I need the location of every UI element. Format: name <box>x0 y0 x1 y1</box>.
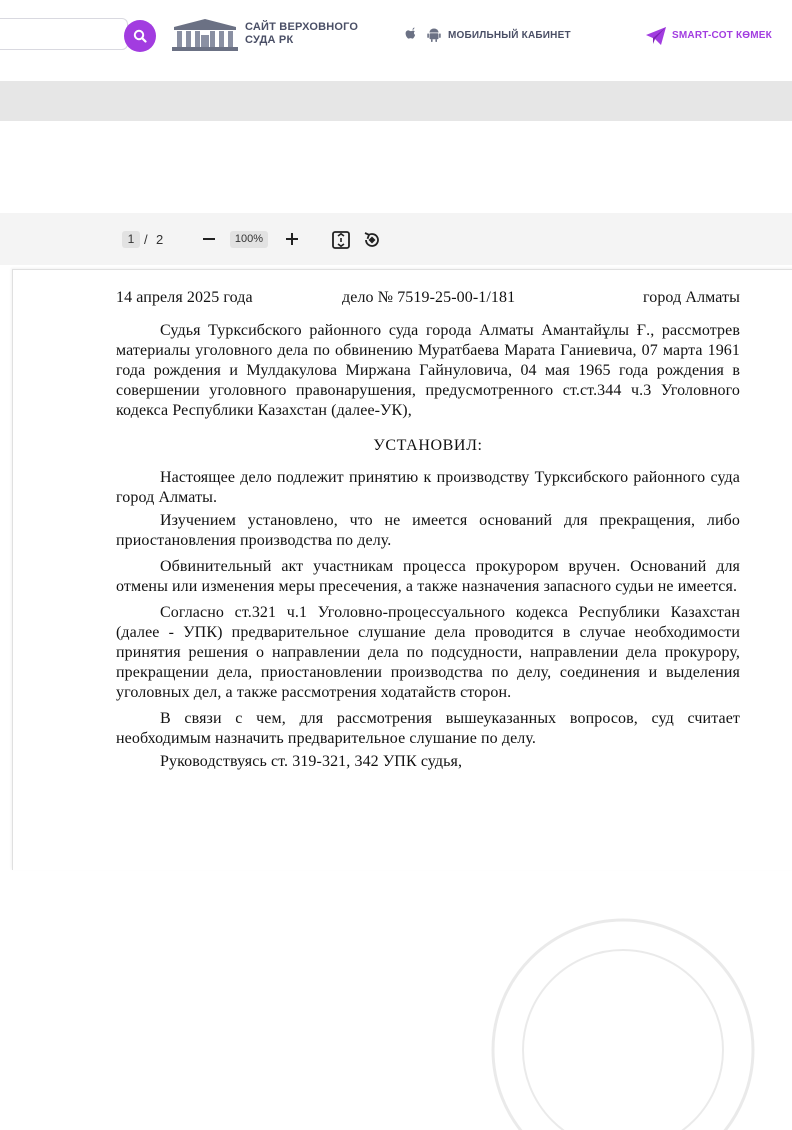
apple-icon[interactable] <box>405 27 418 42</box>
document-city: город Алматы <box>642 289 740 306</box>
zoom-level[interactable]: 100% <box>230 231 268 248</box>
paragraph: Согласно ст.321 ч.1 Уголовно-процессуального кодекса Республики Казахстан (далее - УПК) предварительное слушание дела проводится в случае необходимости принятия решения о направлении дела по подсудности, направлении дела прокурору, прекращении дела, приостановлении производства по делу, соединения и выделения уголовных дел, а также рассмотрения ходатайств сторон. <box>116 604 740 701</box>
pdf-viewer[interactable] <box>0 265 792 848</box>
zoom-out-button[interactable] <box>199 229 219 249</box>
search-button[interactable] <box>124 20 156 52</box>
pdf-toolbar <box>0 213 792 265</box>
page-separator: / <box>144 232 148 247</box>
zoom-out-icon <box>202 232 216 246</box>
paragraph: Обвинительный акт участникам процесса прокурором вручен. Оснований для отмены или изменения меры пресечения, а также назначения запасного судьи не имеется. <box>116 558 740 595</box>
zoom-in-icon <box>285 232 299 246</box>
paragraph: Руководствуясь ст. 319-321, 342 УПК судья, <box>160 753 463 770</box>
fit-page-icon[interactable] <box>331 230 351 250</box>
search-input[interactable] <box>0 18 128 50</box>
mobile-cabinet-link[interactable]: МОБИЛЬНЫЙ КАБИНЕТ <box>448 30 571 41</box>
smart-sot-help-link[interactable]: SMART-СОТ КӨМЕК <box>672 30 772 41</box>
section-title: УСТАНОВИЛ: <box>373 437 483 454</box>
current-page-input[interactable]: 1 <box>122 231 140 248</box>
side-signature-watermark <box>0 677 1 745</box>
case-number: дело № 7519-25-00-1/181 <box>342 289 516 306</box>
rotate-icon[interactable] <box>362 230 382 250</box>
paper-plane-icon[interactable] <box>645 26 667 46</box>
site-header <box>0 0 792 72</box>
paragraph: Изучением установлено, что не имеется оснований для прекращения, либо приостановления производства по делу. <box>116 512 740 549</box>
supreme-court-site-link[interactable]: САЙТ ВЕРХОВНОГО СУДА РК <box>245 21 359 46</box>
pdf-page <box>12 269 792 870</box>
header-divider-band <box>0 81 792 121</box>
court-seal-watermark <box>483 890 763 1130</box>
zoom-in-button[interactable] <box>282 229 302 249</box>
search-icon <box>133 29 147 43</box>
paragraph: Настоящее дело подлежит принятию к производству Турксибского районного суда город Алматы. <box>116 469 740 506</box>
court-building-icon[interactable] <box>170 17 240 53</box>
document-body <box>116 288 740 772</box>
paragraph: В связи с чем, для рассмотрения вышеуказанных вопросов, суд считает необходимым назначить предварительное слушание по делу. <box>116 710 740 747</box>
intro-paragraph: Судья Турксибского районного суда города Алматы Амантайұлы Ғ., рассмотрев материалы уголовного дела по обвинению Муратбаева Марата Ганиевича, 07 марта 1961 года рождения и Мулдакулова Миржана Гайнуловича, 04 мая 1965 года рождения в совершении уголовного правонарушения, предусмотренного ст.ст.344 ч.3 Уголовного кодекса Республики Казахстан (далее-УК), <box>116 322 740 419</box>
document-date: 14 апреля 2025 года <box>116 289 253 306</box>
android-icon[interactable] <box>427 27 441 42</box>
page-total: 2 <box>156 232 164 247</box>
document-header-row <box>116 288 740 310</box>
